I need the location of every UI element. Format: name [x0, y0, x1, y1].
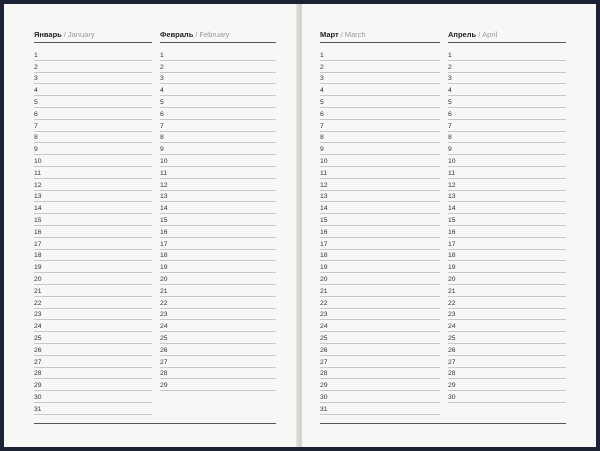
day-number: 10 — [34, 157, 42, 165]
day-number: 10 — [448, 157, 456, 165]
separator: / — [195, 30, 198, 39]
day-number: 20 — [34, 275, 42, 283]
month-april — [448, 28, 566, 403]
day-number: 21 — [320, 287, 328, 295]
day-row — [34, 96, 152, 108]
day-number: 26 — [34, 346, 42, 354]
day-row — [320, 167, 440, 179]
day-number: 15 — [320, 216, 328, 224]
day-row — [160, 344, 276, 356]
right-page — [302, 4, 596, 447]
day-number: 27 — [160, 358, 168, 366]
day-list — [448, 49, 566, 403]
day-row — [320, 96, 440, 108]
day-row — [160, 202, 276, 214]
day-number: 20 — [320, 275, 328, 283]
day-row — [160, 96, 276, 108]
day-row — [320, 391, 440, 403]
day-number: 4 — [160, 87, 164, 95]
day-number: 2 — [34, 63, 38, 71]
day-row — [448, 273, 566, 285]
day-number: 29 — [320, 382, 328, 390]
day-row — [448, 179, 566, 191]
day-number: 31 — [320, 405, 328, 413]
planner-spread — [4, 4, 596, 447]
day-row — [448, 61, 566, 73]
day-row — [448, 120, 566, 132]
day-row — [320, 368, 440, 380]
day-number: 3 — [320, 75, 324, 83]
day-number: 5 — [320, 98, 324, 106]
day-row — [320, 84, 440, 96]
day-list — [320, 49, 440, 415]
day-number: 7 — [320, 122, 324, 130]
day-row — [320, 191, 440, 203]
day-number: 14 — [34, 205, 42, 213]
day-row — [320, 108, 440, 120]
day-number: 29 — [34, 382, 42, 390]
day-number: 29 — [448, 382, 456, 390]
day-row — [160, 132, 276, 144]
month-name-ru: Февраль — [160, 30, 194, 39]
day-number: 12 — [320, 181, 328, 189]
day-number: 30 — [448, 393, 456, 401]
day-number: 26 — [448, 346, 456, 354]
day-number: 31 — [34, 405, 42, 413]
day-row — [320, 49, 440, 61]
left-page — [4, 4, 298, 447]
day-row — [448, 250, 566, 262]
day-number: 25 — [160, 334, 168, 342]
day-number: 10 — [320, 157, 328, 165]
day-number: 20 — [448, 275, 456, 283]
day-number: 24 — [160, 323, 168, 331]
day-number: 26 — [160, 346, 168, 354]
day-row — [34, 379, 152, 391]
day-row — [448, 379, 566, 391]
month-january — [34, 28, 152, 415]
day-number: 22 — [34, 299, 42, 307]
day-row — [160, 297, 276, 309]
day-number: 6 — [34, 110, 38, 118]
day-row — [448, 191, 566, 203]
month-header — [34, 28, 152, 43]
day-row — [448, 84, 566, 96]
day-number: 23 — [448, 311, 456, 319]
day-row — [448, 285, 566, 297]
day-row — [160, 61, 276, 73]
day-number: 13 — [448, 193, 456, 201]
day-row — [320, 202, 440, 214]
day-number: 5 — [448, 98, 452, 106]
day-row — [34, 49, 152, 61]
day-number: 3 — [160, 75, 164, 83]
day-number: 27 — [320, 358, 328, 366]
day-number: 17 — [320, 240, 328, 248]
day-number: 12 — [448, 181, 456, 189]
day-number: 1 — [160, 51, 164, 59]
day-row — [34, 61, 152, 73]
day-number: 9 — [320, 146, 324, 154]
day-number: 26 — [320, 346, 328, 354]
day-row — [160, 368, 276, 380]
day-row — [34, 132, 152, 144]
day-number: 28 — [160, 370, 168, 378]
day-number: 24 — [320, 323, 328, 331]
month-header — [320, 28, 440, 43]
day-row — [320, 273, 440, 285]
day-number: 14 — [160, 205, 168, 213]
day-row — [320, 143, 440, 155]
day-number: 4 — [448, 87, 452, 95]
day-number: 24 — [448, 323, 456, 331]
day-number: 8 — [34, 134, 38, 142]
day-number: 25 — [320, 334, 328, 342]
day-row — [320, 238, 440, 250]
day-row — [160, 73, 276, 85]
day-row — [34, 261, 152, 273]
day-number: 4 — [34, 87, 38, 95]
day-number: 1 — [34, 51, 38, 59]
month-header — [448, 28, 566, 43]
day-number: 21 — [34, 287, 42, 295]
day-row — [320, 179, 440, 191]
month-name-en: April — [482, 30, 498, 39]
day-row — [160, 179, 276, 191]
day-row — [448, 96, 566, 108]
day-number: 7 — [448, 122, 452, 130]
day-row — [448, 132, 566, 144]
day-number: 18 — [160, 252, 168, 260]
day-number: 18 — [448, 252, 456, 260]
day-list — [34, 49, 152, 415]
day-number: 14 — [448, 205, 456, 213]
day-number: 17 — [160, 240, 168, 248]
day-row — [320, 309, 440, 321]
day-row — [448, 73, 566, 85]
day-number: 15 — [448, 216, 456, 224]
day-number: 9 — [34, 146, 38, 154]
day-number: 3 — [34, 75, 38, 83]
day-number: 8 — [160, 134, 164, 142]
day-row — [160, 309, 276, 321]
day-row — [320, 120, 440, 132]
day-number: 19 — [34, 264, 42, 272]
day-row — [34, 191, 152, 203]
day-row — [160, 285, 276, 297]
day-row — [34, 155, 152, 167]
day-number: 11 — [34, 169, 42, 177]
day-row — [320, 332, 440, 344]
day-number: 15 — [34, 216, 42, 224]
day-row — [448, 368, 566, 380]
day-row — [34, 238, 152, 250]
day-row — [320, 356, 440, 368]
day-row — [34, 368, 152, 380]
day-row — [320, 297, 440, 309]
day-row — [34, 226, 152, 238]
day-row — [448, 226, 566, 238]
day-number: 20 — [160, 275, 168, 283]
day-number: 23 — [320, 311, 328, 319]
day-row — [320, 320, 440, 332]
day-row — [34, 356, 152, 368]
day-row — [34, 391, 152, 403]
day-row — [160, 320, 276, 332]
day-number: 2 — [160, 63, 164, 71]
day-row — [320, 261, 440, 273]
day-row — [34, 403, 152, 415]
day-row — [160, 238, 276, 250]
day-row — [448, 297, 566, 309]
day-number: 9 — [448, 146, 452, 154]
day-row — [448, 332, 566, 344]
day-row — [160, 167, 276, 179]
day-number: 24 — [34, 323, 42, 331]
day-row — [320, 250, 440, 262]
day-row — [160, 191, 276, 203]
day-number: 19 — [160, 264, 168, 272]
day-row — [160, 120, 276, 132]
day-row — [448, 309, 566, 321]
day-number: 13 — [160, 193, 168, 201]
day-row — [320, 379, 440, 391]
day-row — [448, 143, 566, 155]
day-number: 3 — [448, 75, 452, 83]
day-row — [320, 403, 440, 415]
day-row — [160, 84, 276, 96]
day-number: 28 — [320, 370, 328, 378]
day-number: 8 — [448, 134, 452, 142]
day-number: 29 — [160, 382, 168, 390]
day-row — [34, 108, 152, 120]
day-number: 16 — [34, 228, 42, 236]
day-number: 23 — [34, 311, 42, 319]
day-number: 17 — [448, 240, 456, 248]
day-row — [34, 273, 152, 285]
day-number: 13 — [320, 193, 328, 201]
month-name-ru: Март — [320, 30, 339, 39]
day-row — [34, 344, 152, 356]
month-february — [160, 28, 276, 391]
day-number: 17 — [34, 240, 42, 248]
day-row — [320, 214, 440, 226]
day-row — [34, 120, 152, 132]
day-number: 22 — [160, 299, 168, 307]
day-row — [34, 179, 152, 191]
separator: / — [63, 30, 66, 39]
month-march — [320, 28, 440, 415]
month-name-ru: Январь — [34, 30, 62, 39]
day-row — [448, 108, 566, 120]
day-row — [448, 49, 566, 61]
page-bottom-rule — [34, 423, 276, 424]
day-row — [160, 273, 276, 285]
day-row — [160, 143, 276, 155]
day-number: 16 — [448, 228, 456, 236]
day-number: 1 — [448, 51, 452, 59]
day-row — [448, 344, 566, 356]
day-number: 30 — [320, 393, 328, 401]
day-row — [34, 332, 152, 344]
day-number: 27 — [34, 358, 42, 366]
day-number: 4 — [320, 87, 324, 95]
day-number: 5 — [160, 98, 164, 106]
day-row — [448, 214, 566, 226]
day-row — [160, 226, 276, 238]
day-number: 27 — [448, 358, 456, 366]
day-number: 19 — [448, 264, 456, 272]
day-row — [34, 73, 152, 85]
month-name-ru: Апрель — [448, 30, 477, 39]
day-row — [448, 320, 566, 332]
day-number: 16 — [320, 228, 328, 236]
day-number: 11 — [320, 169, 328, 177]
day-row — [448, 202, 566, 214]
day-row — [448, 261, 566, 273]
day-row — [160, 155, 276, 167]
day-number: 7 — [160, 122, 164, 130]
day-row — [34, 320, 152, 332]
separator: / — [478, 30, 481, 39]
day-number: 25 — [34, 334, 42, 342]
day-row — [34, 309, 152, 321]
day-row — [448, 391, 566, 403]
month-name-en: March — [344, 30, 366, 39]
day-number: 13 — [34, 193, 42, 201]
day-row — [448, 167, 566, 179]
day-number: 28 — [34, 370, 42, 378]
day-row — [34, 250, 152, 262]
day-number: 14 — [320, 205, 328, 213]
day-number: 5 — [34, 98, 38, 106]
page-bottom-rule — [320, 423, 566, 424]
day-number: 21 — [448, 287, 456, 295]
day-number: 8 — [320, 134, 324, 142]
day-row — [320, 344, 440, 356]
day-row — [34, 297, 152, 309]
day-row — [160, 250, 276, 262]
day-row — [34, 285, 152, 297]
day-number: 6 — [320, 110, 324, 118]
day-row — [160, 356, 276, 368]
day-row — [160, 214, 276, 226]
day-row — [448, 155, 566, 167]
day-number: 9 — [160, 146, 164, 154]
day-number: 28 — [448, 370, 456, 378]
day-row — [160, 49, 276, 61]
day-row — [320, 155, 440, 167]
day-row — [320, 73, 440, 85]
day-number: 18 — [34, 252, 42, 260]
day-number: 11 — [160, 169, 168, 177]
day-number: 1 — [320, 51, 324, 59]
day-row — [160, 261, 276, 273]
day-row — [320, 61, 440, 73]
day-row — [34, 84, 152, 96]
day-number: 21 — [160, 287, 168, 295]
day-number: 22 — [320, 299, 328, 307]
day-number: 11 — [448, 169, 456, 177]
day-row — [160, 379, 276, 391]
day-row — [34, 214, 152, 226]
day-row — [160, 332, 276, 344]
day-number: 7 — [34, 122, 38, 130]
separator: / — [340, 30, 343, 39]
day-number: 2 — [320, 63, 324, 71]
day-row — [160, 108, 276, 120]
day-number: 6 — [448, 110, 452, 118]
day-row — [34, 202, 152, 214]
month-header — [160, 28, 276, 43]
day-number: 30 — [34, 393, 42, 401]
day-number: 2 — [448, 63, 452, 71]
day-number: 22 — [448, 299, 456, 307]
day-number: 19 — [320, 264, 328, 272]
day-number: 15 — [160, 216, 168, 224]
day-number: 23 — [160, 311, 168, 319]
month-name-en: February — [199, 30, 230, 39]
day-row — [320, 132, 440, 144]
day-row — [448, 238, 566, 250]
month-name-en: January — [67, 30, 95, 39]
day-number: 16 — [160, 228, 168, 236]
day-row — [320, 226, 440, 238]
day-number: 6 — [160, 110, 164, 118]
day-number: 10 — [160, 157, 168, 165]
day-row — [34, 143, 152, 155]
day-row — [320, 285, 440, 297]
day-row — [448, 356, 566, 368]
day-list — [160, 49, 276, 391]
day-number: 12 — [34, 181, 42, 189]
day-row — [34, 167, 152, 179]
day-number: 12 — [160, 181, 168, 189]
day-number: 25 — [448, 334, 456, 342]
day-number: 18 — [320, 252, 328, 260]
